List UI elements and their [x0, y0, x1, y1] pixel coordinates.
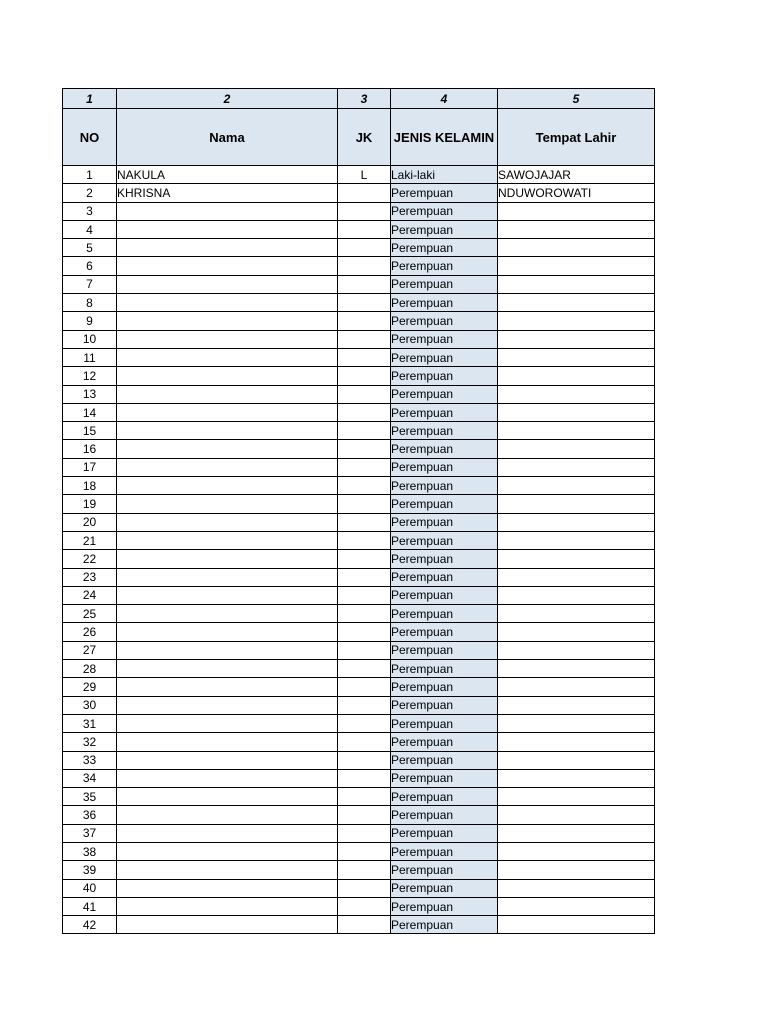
- cell-tempat-lahir[interactable]: SAWOJAJAR: [498, 166, 655, 184]
- cell-tempat-lahir[interactable]: [498, 769, 655, 787]
- cell-no[interactable]: 25: [63, 605, 117, 623]
- cell-jenis-kelamin[interactable]: Perempuan: [391, 714, 498, 732]
- cell-jk[interactable]: [338, 623, 391, 641]
- cell-jk[interactable]: [338, 422, 391, 440]
- cell-jk[interactable]: [338, 477, 391, 495]
- table-row: [63, 696, 655, 714]
- table-row: [63, 714, 655, 732]
- cell-jk[interactable]: [338, 348, 391, 366]
- cell-tempat-lahir[interactable]: [498, 550, 655, 568]
- cell-tempat-lahir[interactable]: [498, 367, 655, 385]
- cell-tempat-lahir[interactable]: [498, 696, 655, 714]
- cell-tempat-lahir[interactable]: [498, 513, 655, 531]
- cell-jk[interactable]: [338, 586, 391, 604]
- cell-nama[interactable]: [117, 367, 338, 385]
- cell-tempat-lahir[interactable]: [498, 824, 655, 842]
- cell-nama[interactable]: NAKULA: [117, 166, 338, 184]
- cell-no[interactable]: 16: [63, 440, 117, 458]
- cell-jk[interactable]: [338, 861, 391, 879]
- column-number-cell[interactable]: 4: [391, 89, 498, 109]
- cell-jenis-kelamin[interactable]: Perempuan: [391, 605, 498, 623]
- cell-jk[interactable]: [338, 568, 391, 586]
- cell-jenis-kelamin[interactable]: Perempuan: [391, 294, 498, 312]
- cell-jenis-kelamin[interactable]: Perempuan: [391, 477, 498, 495]
- header-tempat-lahir[interactable]: Tempat Lahir: [498, 109, 655, 166]
- table-row: [63, 897, 655, 915]
- table-row: [63, 769, 655, 787]
- cell-nama[interactable]: [117, 348, 338, 366]
- cell-tempat-lahir[interactable]: [498, 586, 655, 604]
- cell-tempat-lahir[interactable]: [498, 458, 655, 476]
- cell-nama[interactable]: [117, 275, 338, 293]
- cell-jenis-kelamin[interactable]: Perempuan: [391, 861, 498, 879]
- table-row: [63, 678, 655, 696]
- cell-tempat-lahir[interactable]: [498, 678, 655, 696]
- cell-no[interactable]: 17: [63, 458, 117, 476]
- cell-jk[interactable]: L: [338, 166, 391, 184]
- cell-jenis-kelamin[interactable]: Perempuan: [391, 660, 498, 678]
- cell-jenis-kelamin[interactable]: Perempuan: [391, 458, 498, 476]
- cell-nama[interactable]: [117, 660, 338, 678]
- cell-no[interactable]: 18: [63, 477, 117, 495]
- cell-nama[interactable]: [117, 294, 338, 312]
- cell-nama[interactable]: [117, 769, 338, 787]
- cell-tempat-lahir[interactable]: [498, 568, 655, 586]
- cell-jk[interactable]: [338, 403, 391, 421]
- cell-jk[interactable]: [338, 751, 391, 769]
- cell-jenis-kelamin[interactable]: Perempuan: [391, 824, 498, 842]
- cell-jk[interactable]: [338, 202, 391, 220]
- table-row: [63, 495, 655, 513]
- cell-tempat-lahir[interactable]: NDUWOROWATI: [498, 184, 655, 202]
- table-row: [63, 166, 655, 184]
- cell-tempat-lahir[interactable]: [498, 605, 655, 623]
- cell-nama[interactable]: [117, 842, 338, 860]
- cell-nama[interactable]: [117, 495, 338, 513]
- cell-no[interactable]: 7: [63, 275, 117, 293]
- table-row: [63, 861, 655, 879]
- cell-tempat-lahir[interactable]: [498, 275, 655, 293]
- cell-nama[interactable]: [117, 714, 338, 732]
- cell-jenis-kelamin[interactable]: Laki-laki: [391, 166, 498, 184]
- cell-nama[interactable]: [117, 531, 338, 549]
- cell-nama[interactable]: [117, 422, 338, 440]
- cell-tempat-lahir[interactable]: [498, 312, 655, 330]
- cell-nama[interactable]: [117, 824, 338, 842]
- cell-jk[interactable]: [338, 714, 391, 732]
- cell-jk[interactable]: [338, 733, 391, 751]
- cell-no[interactable]: 23: [63, 568, 117, 586]
- cell-jk[interactable]: [338, 660, 391, 678]
- table-row: [63, 788, 655, 806]
- cell-no[interactable]: 28: [63, 660, 117, 678]
- table-row: [63, 568, 655, 586]
- table-row: [63, 641, 655, 659]
- cell-no[interactable]: 5: [63, 239, 117, 257]
- cell-no[interactable]: 29: [63, 678, 117, 696]
- cell-no[interactable]: 1: [63, 166, 117, 184]
- cell-no[interactable]: 36: [63, 806, 117, 824]
- header-row: [63, 109, 655, 166]
- cell-no[interactable]: 26: [63, 623, 117, 641]
- cell-jenis-kelamin[interactable]: Perempuan: [391, 348, 498, 366]
- cell-jenis-kelamin[interactable]: Perempuan: [391, 422, 498, 440]
- cell-jenis-kelamin[interactable]: Perempuan: [391, 312, 498, 330]
- cell-tempat-lahir[interactable]: [498, 842, 655, 860]
- cell-jk[interactable]: [338, 330, 391, 348]
- column-number-cell[interactable]: 3: [338, 89, 391, 109]
- cell-no[interactable]: 9: [63, 312, 117, 330]
- cell-no[interactable]: 3: [63, 202, 117, 220]
- cell-jenis-kelamin[interactable]: Perempuan: [391, 367, 498, 385]
- cell-tempat-lahir[interactable]: [498, 806, 655, 824]
- cell-tempat-lahir[interactable]: [498, 861, 655, 879]
- cell-jk[interactable]: [338, 312, 391, 330]
- cell-jenis-kelamin[interactable]: Perempuan: [391, 788, 498, 806]
- cell-nama[interactable]: [117, 605, 338, 623]
- cell-tempat-lahir[interactable]: [498, 330, 655, 348]
- cell-no[interactable]: 39: [63, 861, 117, 879]
- cell-jenis-kelamin[interactable]: Perempuan: [391, 440, 498, 458]
- table-row: [63, 458, 655, 476]
- cell-no[interactable]: 30: [63, 696, 117, 714]
- cell-nama[interactable]: [117, 586, 338, 604]
- table-row: [63, 824, 655, 842]
- cell-nama[interactable]: KHRISNA: [117, 184, 338, 202]
- table-row: [63, 184, 655, 202]
- cell-jenis-kelamin[interactable]: Perempuan: [391, 257, 498, 275]
- cell-tempat-lahir[interactable]: [498, 660, 655, 678]
- cell-jenis-kelamin[interactable]: Perempuan: [391, 897, 498, 915]
- cell-nama[interactable]: [117, 678, 338, 696]
- header-nama[interactable]: Nama: [117, 109, 338, 166]
- cell-jenis-kelamin[interactable]: Perempuan: [391, 879, 498, 897]
- cell-nama[interactable]: [117, 239, 338, 257]
- cell-jk[interactable]: [338, 275, 391, 293]
- table-row: [63, 440, 655, 458]
- cell-nama[interactable]: [117, 861, 338, 879]
- cell-no[interactable]: 34: [63, 769, 117, 787]
- table-row: [63, 348, 655, 366]
- cell-tempat-lahir[interactable]: [498, 751, 655, 769]
- cell-nama[interactable]: [117, 916, 338, 934]
- cell-tempat-lahir[interactable]: [498, 916, 655, 934]
- cell-tempat-lahir[interactable]: [498, 477, 655, 495]
- cell-tempat-lahir[interactable]: [498, 257, 655, 275]
- table-body: [63, 89, 655, 934]
- cell-nama[interactable]: [117, 385, 338, 403]
- table-row: [63, 477, 655, 495]
- cell-nama[interactable]: [117, 513, 338, 531]
- cell-tempat-lahir[interactable]: [498, 879, 655, 897]
- cell-jenis-kelamin[interactable]: Perempuan: [391, 678, 498, 696]
- cell-jenis-kelamin[interactable]: Perempuan: [391, 202, 498, 220]
- table-row: [63, 842, 655, 860]
- cell-no[interactable]: 33: [63, 751, 117, 769]
- cell-jk[interactable]: [338, 842, 391, 860]
- table-row: [63, 605, 655, 623]
- data-table: [62, 88, 655, 934]
- cell-jenis-kelamin[interactable]: Perempuan: [391, 531, 498, 549]
- table-row: [63, 531, 655, 549]
- table-row: [63, 916, 655, 934]
- table-row: [63, 220, 655, 238]
- cell-no[interactable]: 2: [63, 184, 117, 202]
- cell-jk[interactable]: [338, 897, 391, 915]
- cell-no[interactable]: 35: [63, 788, 117, 806]
- cell-nama[interactable]: [117, 751, 338, 769]
- cell-jk[interactable]: [338, 824, 391, 842]
- cell-no[interactable]: 41: [63, 897, 117, 915]
- cell-nama[interactable]: [117, 641, 338, 659]
- cell-tempat-lahir[interactable]: [498, 788, 655, 806]
- cell-jenis-kelamin[interactable]: Perempuan: [391, 806, 498, 824]
- cell-jk[interactable]: [338, 385, 391, 403]
- header-no[interactable]: NO: [63, 109, 117, 166]
- cell-nama[interactable]: [117, 458, 338, 476]
- cell-jenis-kelamin[interactable]: Perempuan: [391, 184, 498, 202]
- header-jenis-kelamin[interactable]: JENIS KELAMIN: [391, 109, 498, 166]
- column-number-cell[interactable]: 5: [498, 89, 655, 109]
- cell-tempat-lahir[interactable]: [498, 714, 655, 732]
- cell-jk[interactable]: [338, 641, 391, 659]
- cell-jenis-kelamin[interactable]: Perempuan: [391, 641, 498, 659]
- cell-nama[interactable]: [117, 330, 338, 348]
- cell-no[interactable]: 38: [63, 842, 117, 860]
- cell-nama[interactable]: [117, 806, 338, 824]
- cell-no[interactable]: 8: [63, 294, 117, 312]
- cell-tempat-lahir[interactable]: [498, 897, 655, 915]
- cell-jk[interactable]: [338, 440, 391, 458]
- cell-nama[interactable]: [117, 550, 338, 568]
- table-row: [63, 239, 655, 257]
- cell-no[interactable]: 6: [63, 257, 117, 275]
- cell-jenis-kelamin[interactable]: Perempuan: [391, 916, 498, 934]
- cell-no[interactable]: 37: [63, 824, 117, 842]
- cell-jenis-kelamin[interactable]: Perempuan: [391, 239, 498, 257]
- table-row: [63, 312, 655, 330]
- cell-jk[interactable]: [338, 550, 391, 568]
- table-row: [63, 751, 655, 769]
- cell-tempat-lahir[interactable]: [498, 403, 655, 421]
- cell-jk[interactable]: [338, 916, 391, 934]
- column-number-cell[interactable]: 1: [63, 89, 117, 109]
- cell-no[interactable]: 31: [63, 714, 117, 732]
- cell-no[interactable]: 11: [63, 348, 117, 366]
- cell-no[interactable]: 27: [63, 641, 117, 659]
- cell-nama[interactable]: [117, 403, 338, 421]
- cell-jenis-kelamin[interactable]: Perempuan: [391, 733, 498, 751]
- header-jk[interactable]: JK: [338, 109, 391, 166]
- cell-jk[interactable]: [338, 678, 391, 696]
- cell-tempat-lahir[interactable]: [498, 641, 655, 659]
- cell-jk[interactable]: [338, 257, 391, 275]
- cell-jk[interactable]: [338, 184, 391, 202]
- cell-jenis-kelamin[interactable]: Perempuan: [391, 385, 498, 403]
- cell-tempat-lahir[interactable]: [498, 239, 655, 257]
- cell-jenis-kelamin[interactable]: Perempuan: [391, 586, 498, 604]
- table-row: [63, 550, 655, 568]
- cell-nama[interactable]: [117, 696, 338, 714]
- cell-jenis-kelamin[interactable]: Perempuan: [391, 696, 498, 714]
- cell-tempat-lahir[interactable]: [498, 531, 655, 549]
- cell-tempat-lahir[interactable]: [498, 220, 655, 238]
- cell-jenis-kelamin[interactable]: Perempuan: [391, 220, 498, 238]
- cell-nama[interactable]: [117, 257, 338, 275]
- cell-jenis-kelamin[interactable]: Perempuan: [391, 550, 498, 568]
- cell-no[interactable]: 20: [63, 513, 117, 531]
- cell-jk[interactable]: [338, 495, 391, 513]
- table-row: [63, 513, 655, 531]
- cell-nama[interactable]: [117, 733, 338, 751]
- cell-nama[interactable]: [117, 568, 338, 586]
- cell-jenis-kelamin[interactable]: Perempuan: [391, 769, 498, 787]
- cell-no[interactable]: 12: [63, 367, 117, 385]
- cell-nama[interactable]: [117, 897, 338, 915]
- cell-jk[interactable]: [338, 220, 391, 238]
- cell-jk[interactable]: [338, 605, 391, 623]
- cell-no[interactable]: 32: [63, 733, 117, 751]
- cell-nama[interactable]: [117, 623, 338, 641]
- table-row: [63, 806, 655, 824]
- table-row: [63, 330, 655, 348]
- cell-nama[interactable]: [117, 220, 338, 238]
- cell-jk[interactable]: [338, 696, 391, 714]
- cell-no[interactable]: 21: [63, 531, 117, 549]
- cell-tempat-lahir[interactable]: [498, 495, 655, 513]
- cell-no[interactable]: 13: [63, 385, 117, 403]
- cell-tempat-lahir[interactable]: [498, 202, 655, 220]
- cell-nama[interactable]: [117, 312, 338, 330]
- table-row: [63, 733, 655, 751]
- table-row: [63, 422, 655, 440]
- cell-jenis-kelamin[interactable]: Perempuan: [391, 842, 498, 860]
- cell-no[interactable]: 40: [63, 879, 117, 897]
- cell-jk[interactable]: [338, 769, 391, 787]
- cell-jk[interactable]: [338, 879, 391, 897]
- cell-no[interactable]: 24: [63, 586, 117, 604]
- cell-jenis-kelamin[interactable]: Perempuan: [391, 513, 498, 531]
- cell-jk[interactable]: [338, 458, 391, 476]
- cell-nama[interactable]: [117, 202, 338, 220]
- cell-jenis-kelamin[interactable]: Perempuan: [391, 495, 498, 513]
- cell-jenis-kelamin[interactable]: Perempuan: [391, 751, 498, 769]
- table-row: [63, 367, 655, 385]
- cell-no[interactable]: 22: [63, 550, 117, 568]
- cell-jk[interactable]: [338, 367, 391, 385]
- table-row: [63, 660, 655, 678]
- cell-jk[interactable]: [338, 806, 391, 824]
- cell-jenis-kelamin[interactable]: Perempuan: [391, 403, 498, 421]
- column-number-row: [63, 89, 655, 109]
- cell-jenis-kelamin[interactable]: Perempuan: [391, 330, 498, 348]
- cell-no[interactable]: 14: [63, 403, 117, 421]
- table-row: [63, 403, 655, 421]
- table-row: [63, 385, 655, 403]
- cell-tempat-lahir[interactable]: [498, 385, 655, 403]
- cell-jk[interactable]: [338, 513, 391, 531]
- cell-tempat-lahir[interactable]: [498, 440, 655, 458]
- column-number-cell[interactable]: 2: [117, 89, 338, 109]
- cell-nama[interactable]: [117, 879, 338, 897]
- table-row: [63, 202, 655, 220]
- cell-tempat-lahir[interactable]: [498, 623, 655, 641]
- cell-jk[interactable]: [338, 531, 391, 549]
- cell-tempat-lahir[interactable]: [498, 348, 655, 366]
- cell-jk[interactable]: [338, 239, 391, 257]
- cell-nama[interactable]: [117, 788, 338, 806]
- cell-jenis-kelamin[interactable]: Perempuan: [391, 275, 498, 293]
- cell-no[interactable]: 42: [63, 916, 117, 934]
- cell-no[interactable]: 10: [63, 330, 117, 348]
- cell-nama[interactable]: [117, 477, 338, 495]
- table-row: [63, 275, 655, 293]
- table-row: [63, 623, 655, 641]
- cell-no[interactable]: 15: [63, 422, 117, 440]
- table-row: [63, 879, 655, 897]
- cell-tempat-lahir[interactable]: [498, 422, 655, 440]
- cell-jenis-kelamin[interactable]: Perempuan: [391, 623, 498, 641]
- cell-tempat-lahir[interactable]: [498, 294, 655, 312]
- table-row: [63, 257, 655, 275]
- cell-jk[interactable]: [338, 294, 391, 312]
- cell-nama[interactable]: [117, 440, 338, 458]
- cell-jenis-kelamin[interactable]: Perempuan: [391, 568, 498, 586]
- table-row: [63, 294, 655, 312]
- cell-no[interactable]: 19: [63, 495, 117, 513]
- cell-jk[interactable]: [338, 788, 391, 806]
- cell-tempat-lahir[interactable]: [498, 733, 655, 751]
- cell-no[interactable]: 4: [63, 220, 117, 238]
- table-row: [63, 586, 655, 604]
